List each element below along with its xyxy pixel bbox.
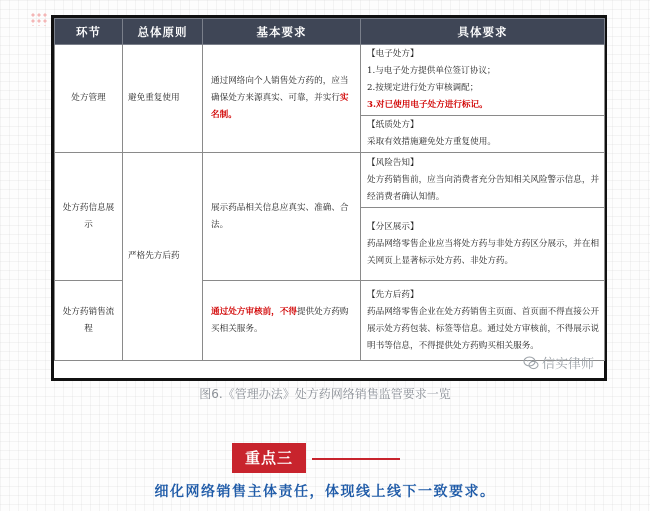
spec-electronic-line3: 3.对已使用电子处方进行标记。 [367, 100, 488, 110]
principle-strict: 严格先方后药 [123, 153, 203, 361]
watermark [523, 353, 594, 372]
basic-prescription-text: 通过网络向个人销售处方药的，应当确保处方来源真实、可靠，并实行 [211, 76, 349, 103]
header-stage: 环节 [55, 19, 123, 45]
spec-first-title: 【先方后药】 [367, 289, 419, 300]
basic-sales-highlight: 通过处方审核前，不得 [211, 306, 297, 317]
stage-prescription-mgmt: 处方管理 [55, 45, 123, 153]
principle-avoid-reuse: 避免重复使用 [123, 45, 203, 153]
header-specific: 具体要求 [361, 19, 605, 45]
wechat-icon [523, 355, 539, 371]
section-subtitle: 细化网络销售主体责任，体现线上线下一致要求。 [154, 484, 496, 500]
spec-electronic-cell [361, 45, 605, 116]
spec-electronic-title: 【电子处方】 [367, 49, 419, 59]
spec-first-line1: 药品网络零售企业在处方药销售主页面、首页面不得直接公开展示处方药包装、标签等信息。通过处方审核前，不得展示说明书等信息，不得提供处方药购买相关服务。 [367, 306, 600, 351]
basic-sales-text: 提供处方药购买相关服务。 [211, 306, 349, 334]
stage-sales-flow: 处方药销售流程 [55, 281, 123, 361]
decorative-dots [30, 12, 48, 26]
figure-caption: 图6.《管理办法》处方药网络销售监管要求一览 [199, 387, 451, 401]
spec-paper-title: 【纸质处方】 [367, 120, 419, 130]
watermark-text: 信实律师 [541, 357, 594, 372]
spec-risk-cell [361, 153, 605, 208]
basic-info-display: 展示药品相关信息应真实、准确、合法。 [203, 153, 361, 281]
spec-risk-title: 【风险告知】 [367, 157, 419, 168]
requirements-table [54, 18, 605, 361]
badge-divider-line [312, 458, 400, 460]
spec-paper-cell [361, 116, 605, 153]
spec-first-cell [361, 281, 605, 361]
basic-sales-cell [203, 281, 361, 361]
requirements-figure [51, 15, 607, 381]
spec-zone-title: 【分区展示】 [367, 221, 419, 232]
spec-zone-line1: 药品网络零售企业应当将处方药与非处方药区分展示，并在相关网页上显著标示处方药、非处方药。 [367, 238, 600, 266]
table-row [55, 153, 605, 208]
header-principle: 总体原则 [123, 19, 203, 45]
basic-prescription-highlight: 实名制。 [211, 93, 349, 120]
header-basic: 基本要求 [203, 19, 361, 45]
spec-electronic-line2: 2.按规定进行处方审核调配； [367, 83, 479, 93]
spec-zone-cell [361, 208, 605, 281]
key-point-badge: 重点三 [232, 443, 306, 473]
spec-risk-line1: 处方药销售前，应当向消费者充分告知相关风险警示信息，并经消费者确认知情。 [367, 174, 600, 202]
spec-paper-line1: 采取有效措施避免处方重复使用。 [367, 137, 496, 147]
table-header-row [55, 19, 605, 45]
basic-prescription-cell [203, 45, 361, 153]
spec-electronic-line1: 1.与电子处方提供单位签订协议； [367, 66, 496, 76]
stage-info-display: 处方药信息展示 [55, 153, 123, 281]
table-row [55, 45, 605, 116]
